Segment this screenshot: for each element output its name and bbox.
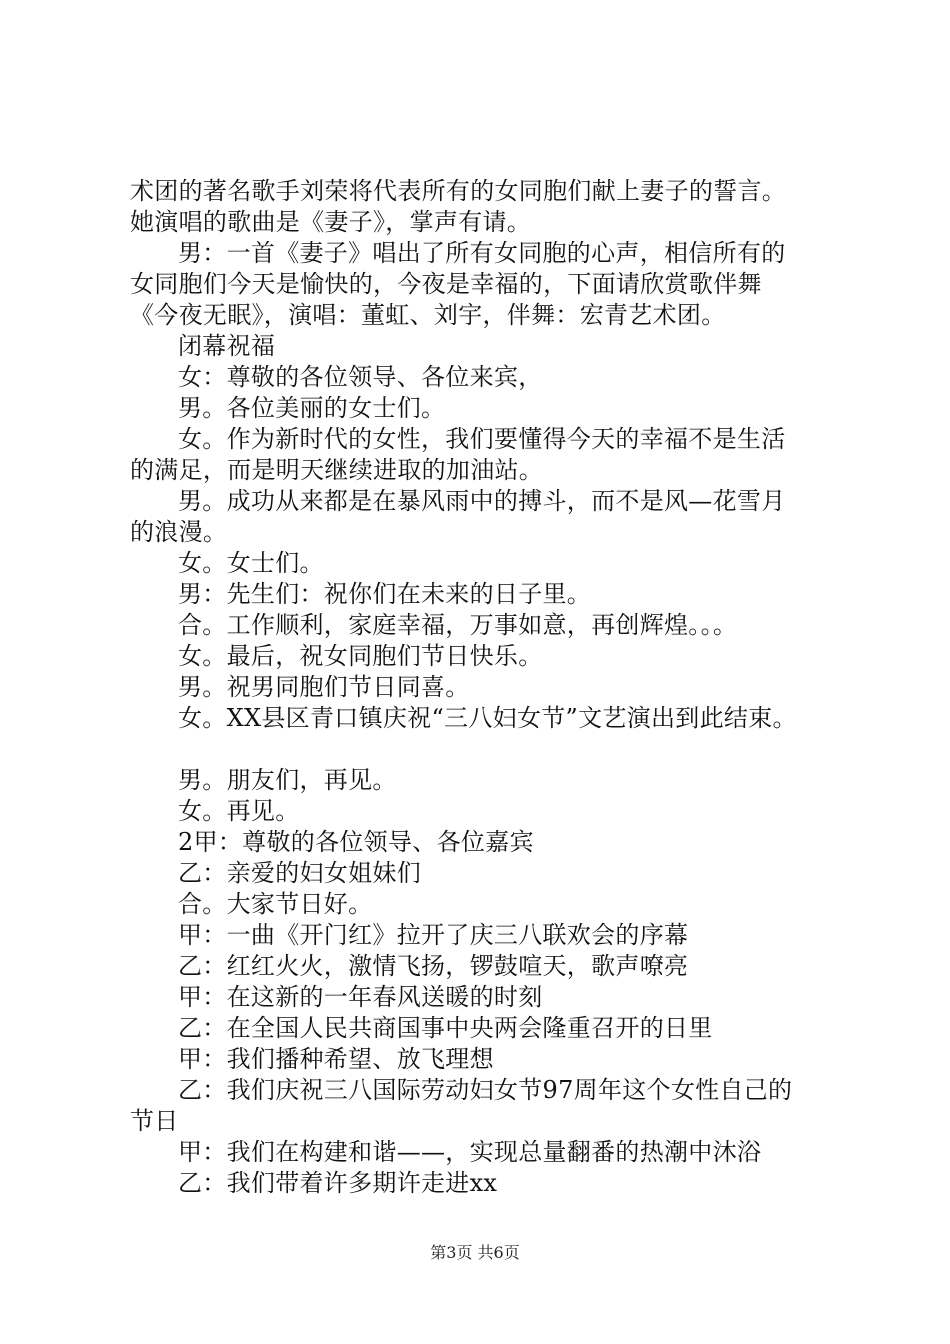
- text-line: 她演唱的歌曲是《妻子》，掌声有请。: [130, 208, 532, 236]
- text-line: 女：尊敬的各位领导、各位来宾，: [178, 363, 543, 391]
- blank-line: [130, 734, 850, 765]
- text-line: 女。再见。: [178, 797, 300, 825]
- text-line: 女。作为新时代的女性，我们要懂得今天的幸福不是生活: [178, 425, 786, 453]
- text-line: 2甲：尊敬的各位领导、各位嘉宾: [178, 828, 534, 856]
- text-line: 甲：我们在构建和谐——，实现总量翻番的热潮中沐浴: [178, 1138, 762, 1166]
- text-line: 节日: [130, 1107, 179, 1135]
- text-line: 合。大家节日好。: [178, 890, 373, 918]
- text-line: 《今夜无眠》，演唱：董虹、刘宇，伴舞：宏青艺术团。: [130, 301, 726, 329]
- text-line: 乙：我们庆祝三八国际劳动妇女节97周年这个女性自己的: [178, 1076, 793, 1104]
- text-line: 术团的著名歌手刘荣将代表所有的女同胞们献上妻子的誓言。: [130, 177, 787, 205]
- text-line: 女同胞们今天是愉快的，今夜是幸福的，下面请欣赏歌伴舞: [130, 270, 762, 298]
- text-line: 乙：我们带着许多期许走进xx: [178, 1169, 498, 1197]
- text-line: 女。XX县区青口镇庆祝“三八妇女节”文艺演出到此结束。: [178, 704, 797, 732]
- text-line: 男。成功从来都是在暴风雨中的搏斗，而不是风—花雪月: [178, 487, 786, 515]
- text-line: 男。祝男同胞们节日同喜。: [178, 673, 470, 701]
- document-body: [130, 176, 850, 1199]
- text-line: 甲：一曲《开门红》拉开了庆三八联欢会的序幕: [178, 921, 689, 949]
- text-line: 合。工作顺利，家庭幸福，万事如意，再创辉煌。。。: [178, 611, 738, 639]
- section-heading: 闭幕祝福: [178, 332, 276, 360]
- text-line: 男。各位美丽的女士们。: [178, 394, 446, 422]
- text-line: 乙：红红火火，激情飞扬，锣鼓喧天，歌声嘹亮: [178, 952, 689, 980]
- text-line: 乙：在全国人民共商国事中央两会隆重召开的日里: [178, 1014, 713, 1042]
- text-line: 女。最后，祝女同胞们节日快乐。: [178, 642, 543, 670]
- text-line: 男：一首《妻子》唱出了所有女同胞的心声，相信所有的: [178, 239, 786, 267]
- page-number-footer: 第3页 共6页: [430, 1243, 520, 1262]
- text-line: 女。女士们。: [178, 549, 324, 577]
- text-line: 的浪漫。: [130, 518, 228, 546]
- text-line: 甲：在这新的一年春风送暖的时刻: [178, 983, 543, 1011]
- text-line: 男。朋友们，再见。: [178, 766, 397, 794]
- text-line: 的满足，而是明天继续进取的加油站。: [130, 456, 544, 484]
- text-line: 甲：我们播种希望、放飞理想: [178, 1045, 494, 1073]
- text-line: 男：先生们：祝你们在未来的日子里。: [178, 580, 592, 608]
- text-line: 乙：亲爱的妇女姐妹们: [178, 859, 421, 887]
